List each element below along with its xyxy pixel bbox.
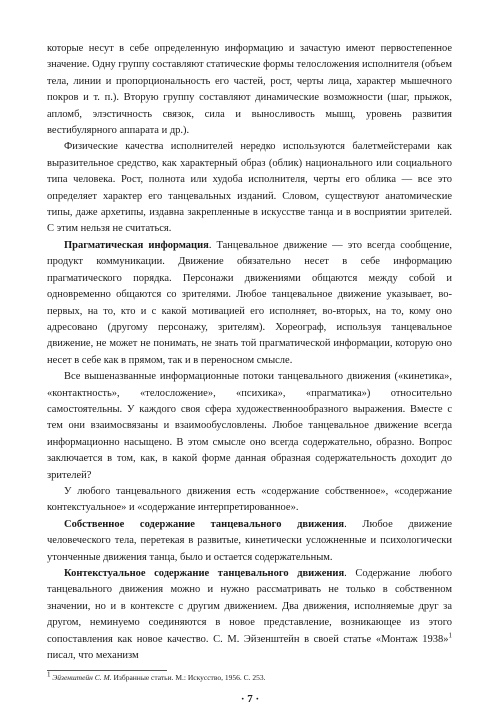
footnote-reference: 1	[448, 631, 452, 640]
paragraph-text: У любого танцевального движения есть «содержание собственное», «содержание контекстуальное» и «содержание интерпретированное».	[47, 485, 452, 514]
footnote-text: Избранные статьи. М.: Искусство, 1956. С. 253.	[111, 673, 266, 682]
paragraph-3	[47, 238, 452, 369]
body-text	[47, 41, 452, 664]
page-number: · 7 ·	[240, 693, 260, 705]
paragraph-text: . Содержание любого танцевального движения можно и нужно рассматривать не только в собственном значении, но и в контексте с другим движением. Два движения, исполняемые друг за другом, неминуемо соединяются в новое представление, возникающее из этого сопоставления как новое качество. С. М. Эйзенштейн в своей статье «Монтаж 1938»	[47, 568, 452, 645]
footnote-marker: 1	[47, 670, 51, 679]
paragraph-5	[47, 484, 452, 517]
paragraph-text: Физические качества исполнителей нередко используются балетмейстерами как выразительное средство, как характерный образ (облик) национального или социального типа человека. Рост, полнота или худоба исполнителя, черты его облика — все это определяет характер его танцевальных изданий. Словом, существуют анатомические типы, даже архетипы, издавна закрепленные в искусстве танца и в восприятии зрителей. С этим нельзя не считаться.	[47, 141, 452, 235]
section-heading: Собственное содержание танцевального движения	[64, 518, 345, 530]
paragraph-text: . Любое движение человеческого тела, перетекая в развитые, кинетически усложненные и психологически утонченные движения танца, было и остается содержательным.	[47, 518, 452, 563]
footnote-author: Эйзенштейн С. М.	[52, 673, 112, 682]
section-heading: Контекстуальное содержание танцевального движения	[64, 568, 345, 579]
paragraph-text: которые несут в себе определенную информацию и зачастую имеют первостепенное значение. Одну группу составляют статические формы телосложения исполнителя (объем тела, линии и пропорциональность его частей, рост, черты лица, характер мышечного покров и т. п.). Вторую группу составляют динамические возможности (шаг, прыжок, апломб, элэстичность связок, сила и выносливость мышц, уровень развития вестибулярного аппарата и др.).	[47, 43, 452, 137]
paragraph-1	[47, 41, 452, 139]
footnote	[47, 670, 452, 683]
paragraph-2	[47, 139, 452, 237]
paragraph-text: Все вышеназванные информационные потоки танцевального движения («кинетика», «контактность», «телосложение», «психика», «прагматика») относительно самостоятельны. У каждого своя сфера художественнообразного выражения. Вместе с тем они взаимосвязаны и взаимообусловлены. Любое танцевальное движение всегда информационно насыщено. В этом смысле оно всегда содержательно, образно. Вопрос заключается в том, как, в какой форме данная образная содержательность доходит до зрителей?	[47, 371, 452, 481]
paragraph-text: . Танцевальное движение — это всегда сообщение, продукт коммуникации. Движение обязательно несет в себе информацию прагматического порядка. Персонажи движениями общаются между собой и одновременно общаются со зрителями. Любое танцевальное движение указывает, во-первых, на то, кто и с какой мотивацией его исполняет, во-вторых, на то, кому оно адресовано (другому персонажу, зрителям). Хореограф, используя танцевальное движение, не может не понимать, не знать той прагматической информации, которую оно несет в себе как в прямом, так и в переносном смысле.	[47, 239, 452, 366]
paragraph-6	[47, 517, 452, 566]
paragraph-7	[47, 566, 452, 664]
footnote-divider	[47, 670, 167, 671]
paragraph-4	[47, 369, 452, 484]
section-heading: Прагматическая информация	[64, 239, 209, 251]
paragraph-text: писал, что механизм	[47, 650, 139, 662]
